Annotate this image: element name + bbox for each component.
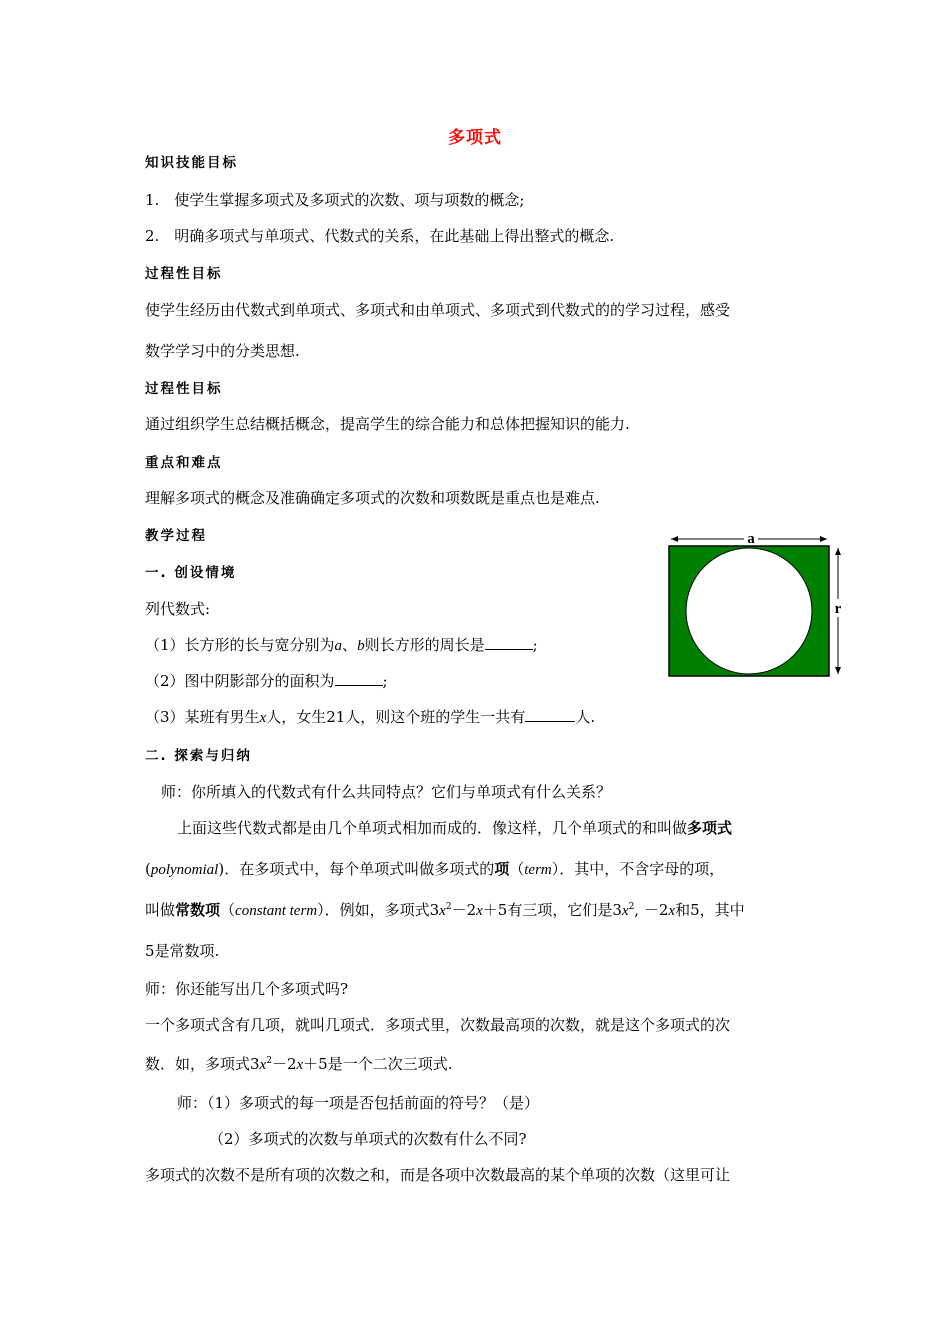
paren-open-2: （ [509, 860, 525, 878]
degree-explanation: 多项式的次数不是所有项的次数之和，而是各项中次数最高的某个单项的次数（这里可让 [145, 1166, 731, 1184]
term-constant-en: constant term [235, 903, 318, 919]
q2-prefix: （2）图中阴影部分的面积为 [145, 672, 335, 690]
arrow-right-icon [820, 536, 827, 542]
arrow-left-icon [671, 536, 678, 542]
question-2 [145, 671, 388, 691]
process-text-1a: 使学生经历由代数式到单项式、多项式和由单项式、多项式到代数式的的学习过程，感受 [145, 301, 731, 319]
heading-key-points: 重点和难点 [145, 455, 223, 471]
term-polynomial-bold: 多项式 [687, 819, 733, 837]
definition-line-4: 5是常数项. [145, 942, 220, 960]
var-b: b [357, 638, 365, 654]
process-text-1b: 数学学习中的分类思想. [145, 342, 300, 360]
term-polynomial-en: polynomial [150, 862, 219, 878]
term-constant-bold: 常数项 [175, 901, 221, 919]
label-r: r [834, 601, 842, 617]
exponent: 2 [628, 902, 635, 912]
goal-item-1: 1. 使学生掌握多项式及多项式的次数、项与项数的概念; [145, 191, 525, 209]
heading-process-goal-2: 过程性目标 [145, 381, 223, 397]
def-text-4: 叫做 [145, 901, 176, 919]
page-title: 多项式 [448, 128, 502, 148]
example-text: 和5，其中 [675, 901, 745, 919]
definition-line-1 [177, 818, 732, 838]
q3-mid: 人，女生21人，则这个班的学生一共有 [266, 708, 526, 726]
paren-open: ( [145, 860, 151, 878]
label-a: a [747, 531, 755, 547]
heading-part-1: 一. 创设情境 [145, 565, 237, 581]
q1-sep: 、 [342, 636, 358, 654]
var-x: x [668, 903, 676, 919]
q2-end: ; [382, 672, 388, 690]
exponent: 2 [445, 902, 452, 912]
definition-line-3 [145, 900, 745, 921]
degree-definition-1: 一个多项式含有几项，就叫几项式．多项式里，次数最高项的次数，就是这个多项式的次 [145, 1016, 731, 1034]
def-text-2: )．在多项式中，每个单项式叫做多项式的 [218, 860, 495, 878]
q1-prefix: （1）长方形的长与宽分别为 [145, 636, 335, 654]
term-item-en: term [524, 862, 552, 878]
question-1 [145, 635, 538, 656]
example-text: －2 [451, 901, 477, 919]
var-x: x [259, 1057, 267, 1073]
var-x: x [621, 903, 629, 919]
q3-prefix: （3）某班有男生 [145, 708, 260, 726]
rectangle-circle-figure [666, 531, 854, 681]
arrow-down-icon [835, 667, 841, 674]
example-text: －2 [271, 1055, 297, 1073]
white-circle [686, 548, 812, 674]
var-x: x [476, 903, 483, 919]
heading-knowledge-goal: 知识技能目标 [145, 155, 238, 171]
example-text: 数．如，多项式3 [145, 1055, 260, 1073]
definition-line-2 [145, 859, 724, 880]
term-item-bold: 项 [494, 860, 510, 878]
var-x: x [439, 903, 446, 919]
answer-blank-1[interactable] [485, 635, 533, 650]
arrow-up-icon [835, 548, 841, 555]
q3-end: 人. [575, 708, 596, 726]
process-text-2: 通过组织学生总结概括概念，提高学生的综合能力和总体把握知识的能力. [145, 415, 630, 433]
q1-end: ; [532, 636, 538, 654]
teacher-question-3: 师：（1）多项式的每一项是否包括前面的符号？（是） [177, 1094, 540, 1112]
degree-definition-2 [145, 1054, 452, 1075]
question-3 [145, 707, 595, 728]
teacher-question-1: 师：你所填入的代数式有什么共同特点？它们与单项式有什么关系？ [161, 783, 612, 801]
goal-item-2: 2. 明确多项式与单项式、代数式的关系，在此基础上得出整式的概念. [145, 227, 615, 245]
heading-teaching-process: 教学过程 [145, 528, 207, 544]
def-text-3: ）．其中，不含字母的项， [551, 860, 725, 878]
var-x: x [296, 1057, 304, 1073]
heading-part-2: 二. 探索与归纳 [145, 748, 252, 764]
teacher-question-4: （2）多项式的次数与单项式的次数有什么不同? [209, 1130, 527, 1148]
answer-blank-2[interactable] [335, 671, 383, 686]
example-text: , －2 [634, 901, 669, 919]
var-a: a [334, 638, 343, 654]
part1-intro: 列代数式: [145, 600, 211, 618]
def-text: 上面这些代数式都是由几个单项式相加而成的．像这样，几个单项式的和叫做 [177, 819, 688, 837]
q1-post: 则长方形的周长是 [364, 636, 485, 654]
key-points-text: 理解多项式的概念及准确确定多项式的次数和项数既是重点也是难点. [145, 489, 600, 507]
paren-open-3: （ [220, 901, 236, 919]
example-text: ＋5是一个二次三项式. [303, 1055, 453, 1073]
example-text: ＋5有三项，它们是3 [482, 901, 622, 919]
heading-process-goal: 过程性目标 [145, 266, 223, 282]
exponent: 2 [266, 1056, 272, 1066]
teacher-question-2: 师：你还能写出几个多项式吗? [145, 980, 349, 998]
answer-blank-3[interactable] [525, 707, 575, 722]
example-text: ）．例如，多项式3 [317, 901, 440, 919]
var-x: x [259, 710, 267, 726]
